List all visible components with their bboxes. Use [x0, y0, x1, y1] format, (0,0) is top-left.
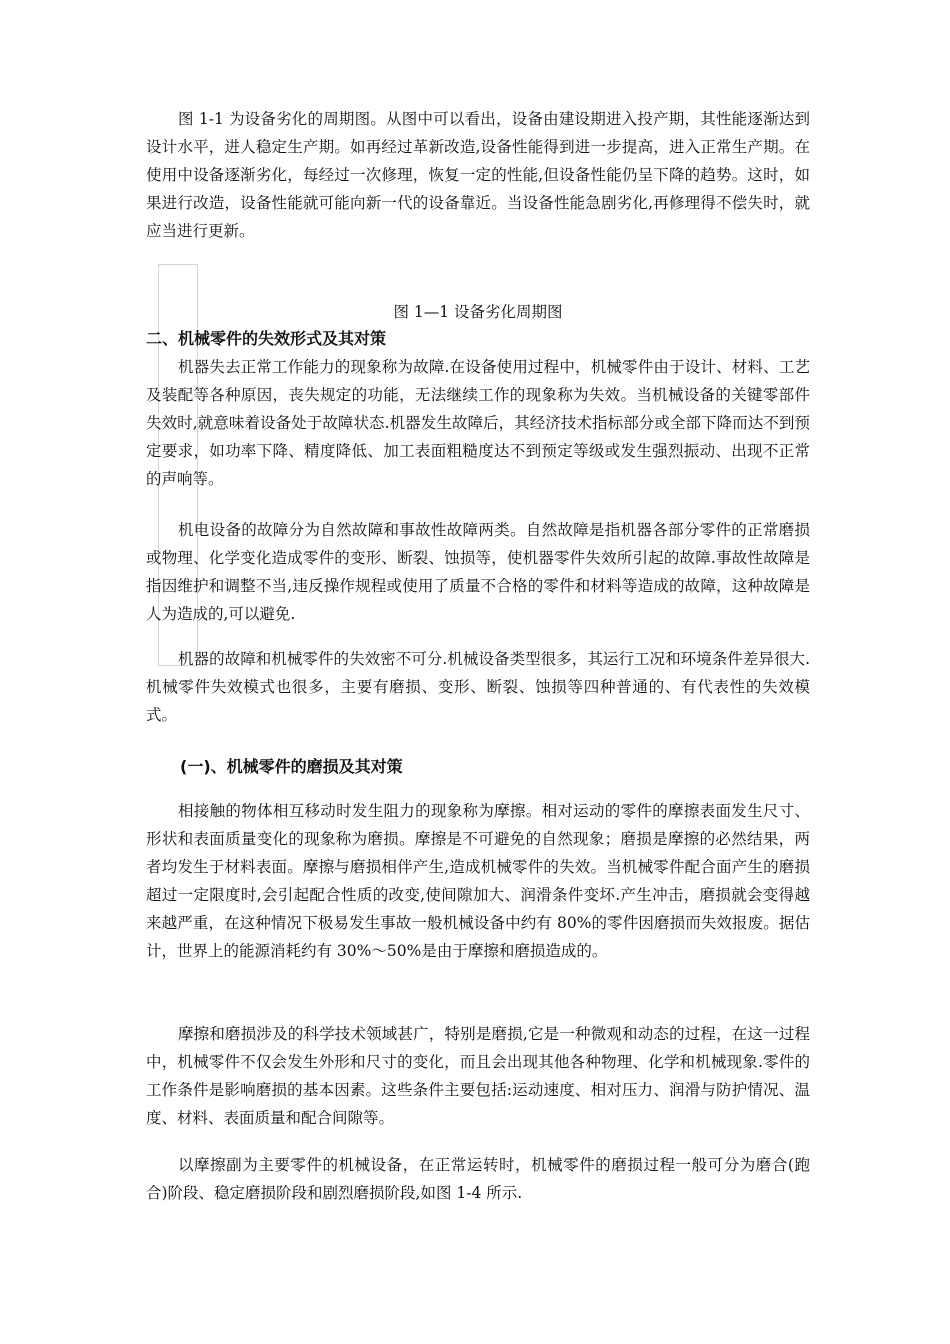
subsection-heading-wear: (一)、机械零件的磨损及其对策	[180, 757, 403, 776]
paragraph-fault-types: 机电设备的故障分为自然故障和事故性故障两类。自然故障是指机器各部分零件的正常磨损或物理、化学变化造成零件的变形、断裂、蚀损等，使机器零件失效所引起的故障.事故性故障是指因维护和调整不当,违反操作规程或使用了质量不合格的零件和材料等造成的故障，这种故障是人为造成的,可以避免.	[146, 521, 810, 623]
paragraph-failure-modes: 机器的故障和机械零件的失效密不可分.机械设备类型很多，其运行工况和环境条件差异很大.机械零件失效模式也很多，主要有磨损、变形、断裂、蚀损等四种普通的、有代表性的失效模式。	[146, 650, 810, 724]
paragraph-wear-science: 摩擦和磨损涉及的科学技术领域甚广，特别是磨损,它是一种微观和动态的过程，在这一过程中，机械零件不仅会发生外形和尺寸的变化，而且会出现其他各种物理、化学和机械现象.零件的工作条件是影响磨损的基本因素。这些条件主要包括:运动速度、相对压力、润滑与防护情况、温度、材料、表面质量和配合间隙等。	[146, 1025, 810, 1127]
figure-caption: 图 1—1 设备劣化周期图	[393, 303, 563, 321]
section-heading-failure-modes: 二、机械零件的失效形式及其对策	[146, 329, 387, 348]
paragraph-fault-definition: 机器失去正常工作能力的现象称为故障.在设备使用过程中，机械零件由于设计、材料、工艺及装配等各种原因，丧失规定的功能，无法继续工作的现象称为失效。当机械设备的关键零部件失效时,就意味着设备处于故障状态.机器发生故障后，其经济技术指标部分或全部下降而达不到预定要求，如功率下降、精度降低、加工表面粗糙度达不到预定等级或发生强烈振动、出现不正常的声响等。	[146, 358, 810, 488]
paragraph-friction-and-wear: 相接触的物体相互移动时发生阻力的现象称为摩擦。相对运动的零件的摩擦表面发生尺寸、形状和表面质量变化的现象称为磨损。摩擦是不可避免的自然现象；磨损是摩擦的必然结果，两者均发生于材料表面。摩擦与磨损相伴产生,造成机械零件的失效。当机械零件配合面产生的磨损超过一定限度时,会引起配合性质的改变,使间隙加大、润滑条件变坏.产生冲击，磨损就会变得越来越严重，在这种情况下极易发生事故一般机械设备中约有 80%的零件因磨损而失效报废。据估计，世界上的能源消耗约有 30%～50%是由于摩擦和磨损造成的。	[146, 802, 810, 960]
paragraph-equipment-deterioration-cycle: 图 1-1 为设备劣化的周期图。从图中可以看出，设备由建设期进入投产期，其性能逐渐达到设计水平，进人稳定生产期。如再经过革新改造,设备性能得到进一步提高，进入正常生产期。在使用中设备逐渐劣化，每经过一次修理，恢复一定的性能,但设备性能仍呈下降的趋势。这时，如果进行改造，设备性能就可能向新一代的设备靠近。当设备性能急剧劣化,再修理得不偿失时，就应当进行更新。	[146, 110, 810, 240]
paragraph-wear-stages: 以摩擦副为主要零件的机械设备，在正常运转时，机械零件的磨损过程一般可分为磨合(跑合)阶段、稳定磨损阶段和剧烈磨损阶段,如图 1-4 所示.	[146, 1156, 810, 1202]
